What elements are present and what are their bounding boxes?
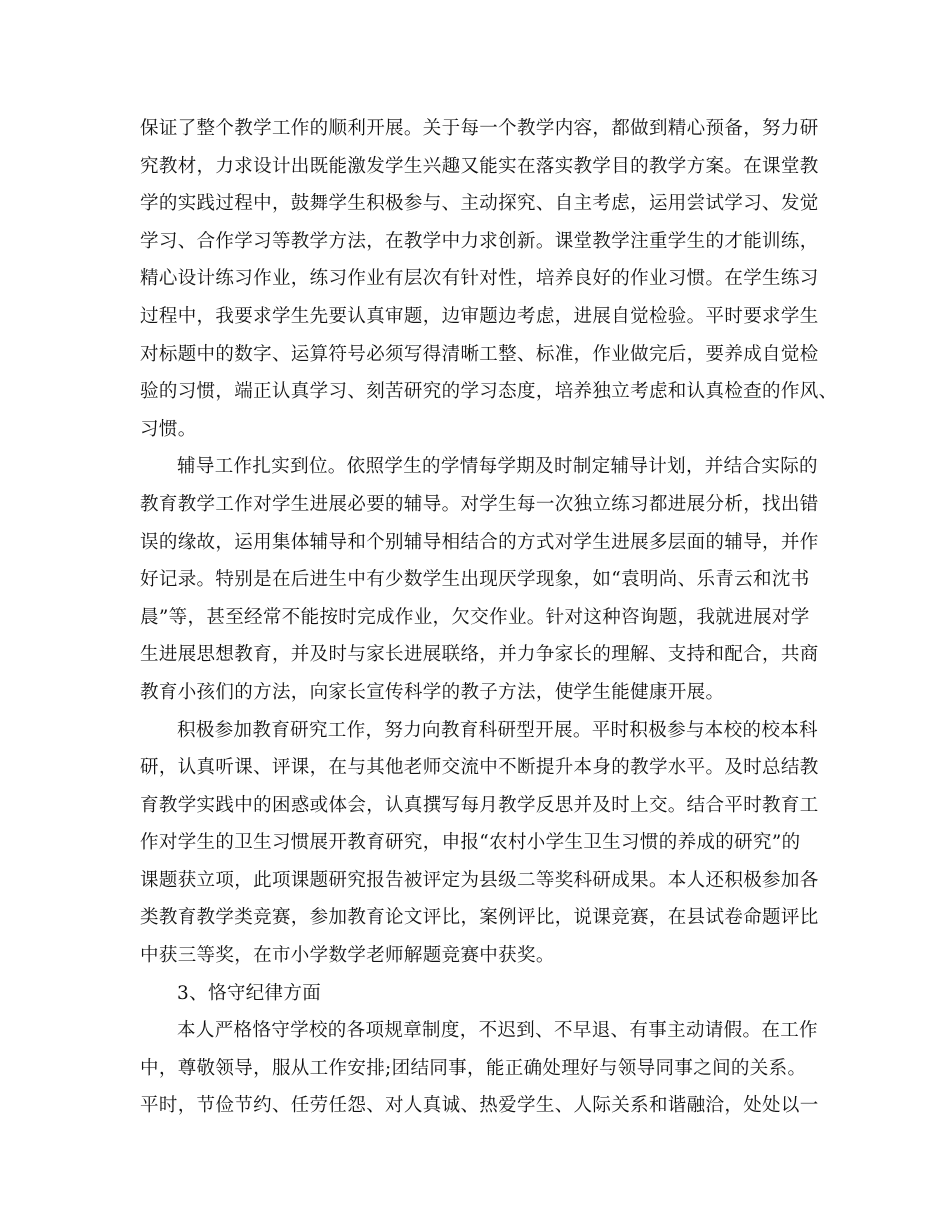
text-line: 晨”等，甚至经常不能按时完成作业，欠交作业。针对这种咨询题，我就进展对学 bbox=[140, 606, 810, 628]
text-line: 中获三等奖，在市小学数学老师解题竞赛中获奖。 bbox=[140, 945, 555, 967]
text-line: 育教学实践中的困惑或体会，认真撰写每月教学反思并及时上交。结合平时教育工 bbox=[140, 794, 819, 816]
text-line: 好记录。特别是在后进生中有少数学生出现厌学现象，如“袁明尚、乐青云和沈书 bbox=[140, 569, 810, 591]
text-line: 精心设计练习作业，练习作业有层次有针对性，培养良好的作业习惯。在学生练习 bbox=[140, 268, 819, 290]
paragraph-start-line: 辅导工作扎实到位。依照学生的学情每学期及时制定辅导计划，并结合实际的 bbox=[177, 456, 818, 478]
text-line: 类教育教学类竞赛，参加教育论文评比，案例评比，说课竞赛，在县试卷命题评比 bbox=[140, 907, 819, 929]
text-line: 习惯。 bbox=[140, 418, 197, 440]
text-line: 过程中，我要求学生先要认真审题，边审题边考虑，进展自觉检验。平时要求学生 bbox=[140, 305, 819, 327]
text-line: 学习、合作学习等教学方法，在教学中力求创新。课堂教学注重学生的才能训练， bbox=[140, 230, 819, 252]
document-body bbox=[140, 110, 838, 1125]
text-line: 对标题中的数字、运算符号必须写得清晰工整、标准，作业做完后，要养成自觉检 bbox=[140, 343, 819, 365]
text-line: 教育小孩们的方法，向家长宣传科学的教子方法，使学生能健康开展。 bbox=[140, 681, 725, 703]
text-line: 生进展思想教育，并及时与家长进展联络，并力争家长的理解、支持和配合，共商 bbox=[140, 644, 819, 666]
text-line: 中，尊敬领导，服从工作安排;团结同事，能正确处理好与领导同事之间的关系。 bbox=[140, 1057, 807, 1079]
text-line: 教育教学工作对学生进展必要的辅导。对学生每一次独立练习都进展分析，找出错 bbox=[140, 493, 819, 515]
text-line: 作对学生的卫生习惯展开教育研究，申报“农村小学生卫生习惯的养成的研究”的 bbox=[140, 832, 801, 854]
text-line: 研，认真听课、评课，在与其他老师交流中不断提升本身的教学水平。及时总结教 bbox=[140, 757, 819, 779]
text-line: 误的缘故，运用集体辅导和个别辅导相结合的方式对学生进展多层面的辅导，并作 bbox=[140, 531, 819, 553]
text-line: 课题获立项，此项课题研究报告被评定为县级二等奖科研成果。本人还积极参加各 bbox=[140, 869, 819, 891]
paragraph-start-line: 本人严格恪守学校的各项规章制度，不迟到、不早退、有事主动请假。在工作 bbox=[177, 1020, 818, 1042]
section-heading: 3、恪守纪律方面 bbox=[177, 982, 322, 1004]
text-line: 平时，节俭节约、任劳任怨、对人真诚、热爱学生、人际关系和谐融洽，处处以一 bbox=[140, 1095, 819, 1117]
text-line: 究教材，力求设计出既能激发学生兴趣又能实在落实教学目的教学方案。在课堂教 bbox=[140, 155, 819, 177]
text-line: 保证了整个教学工作的顺利开展。关于每一个教学内容，都做到精心预备，努力研 bbox=[140, 118, 819, 139]
paragraph-start-line: 积极参加教育研究工作，努力向教育科研型开展。平时积极参与本校的校本科 bbox=[177, 719, 818, 741]
text-line: 验的习惯，端正认真学习、刻苦研究的学习态度，培养独立考虑和认真检查的作风、 bbox=[140, 381, 838, 403]
text-line: 学的实践过程中，鼓舞学生积极参与、主动探究、自主考虑，运用尝试学习、发觉 bbox=[140, 193, 819, 215]
